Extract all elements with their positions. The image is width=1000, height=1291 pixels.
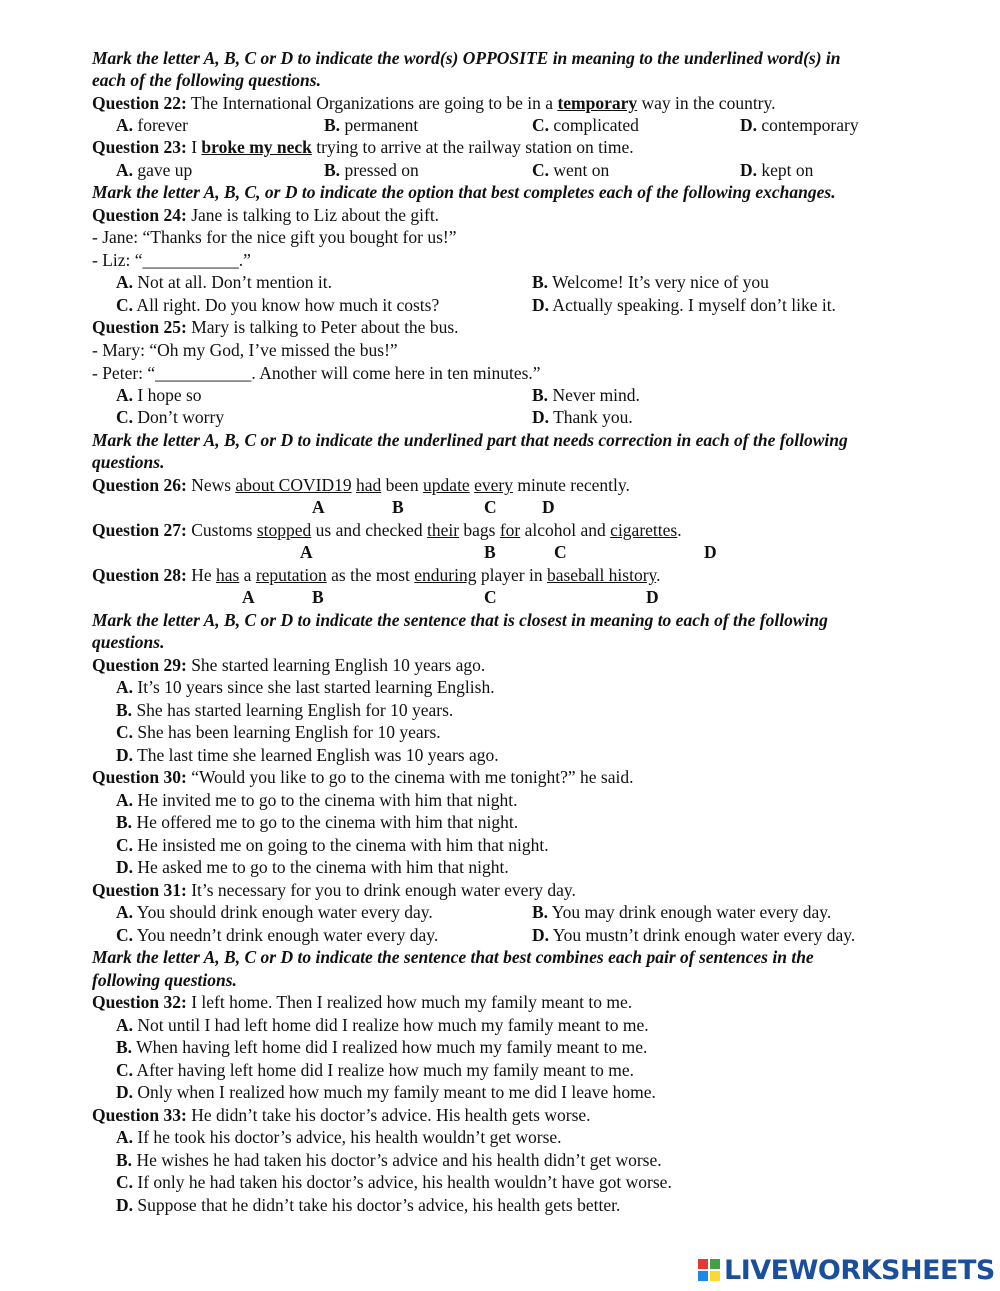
part-a: about COVID19 [235,475,352,495]
option-d[interactable]: D. You mustn’t drink enough water every day. [532,925,856,945]
question-29 [92,654,485,676]
label-c[interactable]: C [554,542,567,562]
option-a[interactable]: A. I hope so [116,385,202,405]
question-label: Question 33: [92,1105,187,1125]
option-b[interactable]: B. permanent [324,115,419,135]
part-c: update [423,475,470,495]
option-c[interactable]: C. After having left home did I realize how much my family meant to me. [116,1060,635,1080]
option-d[interactable]: D. The last time she learned English was 10 years ago. [116,745,499,765]
option-c[interactable]: C. complicated [532,115,639,135]
option-d[interactable]: D. contemporary [740,115,859,135]
instruction-opposite: Mark the letter A, B, C or D to indicate the word(s) OPPOSITE in meaning to the underlined word(s) in [92,48,841,68]
question-23 [92,136,634,158]
question-label: Question 30: [92,767,187,787]
option-b[interactable]: B. When having left home did I realized how much my family meant to me. [116,1037,648,1057]
question-text: Mary is talking to Peter about the bus. [186,317,459,337]
option-b[interactable]: B. He wishes he had taken his doctor’s advice and his health didn’t get worse. [116,1150,662,1170]
question-text: It’s necessary for you to drink enough water every day. [186,880,576,900]
question-text: I [186,137,202,157]
option-d[interactable]: D. kept on [740,160,814,180]
label-c[interactable]: C [484,497,497,517]
part-d: cigarettes [610,520,678,540]
underlined-target: broke my neck [201,137,312,157]
option-c[interactable]: C. She has been learning English for 10 years. [116,722,441,742]
question-label: Question 32: [92,992,187,1012]
question-label: Question 27: [92,520,187,540]
part-c: for [499,520,521,540]
question-text: I left home. Then I realized how much my family meant to me. [186,992,633,1012]
label-d[interactable]: D [646,587,659,607]
option-d[interactable]: D. Actually speaking. I myself don’t like it. [532,295,836,315]
question-label: Question 24: [92,205,187,225]
label-a[interactable]: A [242,587,255,607]
question-25 [92,316,459,338]
instruction-correction-cont: questions. [92,452,165,472]
option-c[interactable]: C. All right. Do you know how much it costs? [116,295,440,315]
dialogue-line: - Jane: “Thanks for the nice gift you bought for us!” [92,227,457,247]
question-text: Jane is talking to Liz about the gift. [186,205,440,225]
question-label: Question 29: [92,655,187,675]
instruction-exchange: Mark the letter A, B, C, or D to indicate the option that best completes each of the following exchanges. [92,182,836,202]
underlined-target: temporary [557,93,638,113]
part-c: enduring [414,565,477,585]
option-d[interactable]: D. Thank you. [532,407,633,427]
part-a: has [215,565,240,585]
instruction-correction: Mark the letter A, B, C or D to indicate the underlined part that needs correction in each of the following [92,430,848,450]
question-30 [92,766,634,788]
label-a[interactable]: A [300,542,313,562]
instruction-opposite-cont: each of the following questions. [92,70,321,90]
option-d[interactable]: D. Only when I realized how much my family meant to me did I leave home. [116,1082,656,1102]
question-31 [92,879,576,901]
option-a[interactable]: A. Not at all. Don’t mention it. [116,272,332,292]
option-b[interactable]: B. Never mind. [532,385,640,405]
question-label: Question 31: [92,880,187,900]
part-b: reputation [255,565,327,585]
label-a[interactable]: A [312,497,325,517]
question-label: Question 22: [92,93,187,113]
question-label: Question 26: [92,475,187,495]
option-b[interactable]: B. Welcome! It’s very nice of you [532,272,769,292]
question-text: “Would you like to go to the cinema with me tonight?” he said. [186,767,634,787]
option-a[interactable]: A. forever [116,115,188,135]
logo-text: LIVEWORKSHEETS [724,1254,995,1286]
liveworksheets-logo[interactable] [698,1255,995,1285]
part-b: had [355,475,382,495]
question-text: trying to arrive at the railway station on time. [311,137,634,157]
option-d[interactable]: D. Suppose that he didn’t take his doctor’s advice, his health gets better. [116,1195,621,1215]
option-b[interactable]: B. You may drink enough water every day. [532,902,832,922]
option-c[interactable]: C. You needn’t drink enough water every day. [116,925,439,945]
question-33 [92,1104,591,1126]
option-a[interactable]: A. Not until I had left home did I realize how much my family meant to me. [116,1015,649,1035]
option-b[interactable]: B. He offered me to go to the cinema with him that night. [116,812,519,832]
question-label: Question 25: [92,317,187,337]
question-32 [92,991,632,1013]
part-b: their [426,520,460,540]
option-a[interactable]: A. If he took his doctor’s advice, his health wouldn’t get worse. [116,1127,562,1147]
option-c[interactable]: C. If only he had taken his doctor’s advice, his health wouldn’t have got worse. [116,1172,672,1192]
dialogue-line: - Liz: “___________.” [92,250,251,270]
instruction-combine: Mark the letter A, B, C or D to indicate the sentence that best combines each pair of sentences in the [92,947,814,967]
question-label: Question 23: [92,137,187,157]
label-c[interactable]: C [484,587,497,607]
dialogue-line: - Mary: “Oh my God, I’ve missed the bus!” [92,340,398,360]
option-a[interactable]: A. gave up [116,160,193,180]
option-c[interactable]: C. Don’t worry [116,407,225,427]
label-b[interactable]: B [484,542,496,562]
question-text: He didn’t take his doctor’s advice. His health gets worse. [186,1105,591,1125]
instruction-combine-cont: following questions. [92,970,237,990]
instruction-closest: Mark the letter A, B, C or D to indicate the sentence that is closest in meaning to each of the following [92,610,828,630]
option-c[interactable]: C. went on [532,160,610,180]
part-a: stopped [256,520,312,540]
question-text: The International Organizations are going to be in a [186,93,558,113]
question-text: She started learning English 10 years ago. [186,655,486,675]
option-d[interactable]: D. He asked me to go to the cinema with him that night. [116,857,509,877]
option-b[interactable]: B. pressed on [324,160,419,180]
option-c[interactable]: C. He insisted me on going to the cinema with him that night. [116,835,549,855]
part-d: baseball history [546,565,657,585]
part-d: every [474,475,513,495]
instruction-closest-cont: questions. [92,632,165,652]
label-b[interactable]: B [392,497,404,517]
option-b[interactable]: B. She has started learning English for 10 years. [116,700,454,720]
question-22 [92,92,776,114]
option-a[interactable]: A. He invited me to go to the cinema with him that night. [116,790,518,810]
question-label: Question 28: [92,565,187,585]
label-b[interactable]: B [312,587,324,607]
option-a[interactable]: A. You should drink enough water every day. [116,902,433,922]
question-26: Question 26: News about COVID19 had been update every minute recently. [92,475,630,495]
label-d[interactable]: D [704,542,717,562]
question-text: way in the country. [637,93,776,113]
dialogue-line: - Peter: “___________. Another will come here in ten minutes.” [92,363,541,383]
option-a[interactable]: A. It’s 10 years since she last started learning English. [116,677,495,697]
label-d[interactable]: D [542,497,555,517]
question-28: Question 28: He has a reputation as the most enduring player in baseball history. [92,565,661,585]
logo-blocks-icon [698,1259,720,1281]
question-24 [92,204,439,226]
question-27: Question 27: Customs stopped us and checked their bags for alcohol and cigarettes. [92,520,682,540]
